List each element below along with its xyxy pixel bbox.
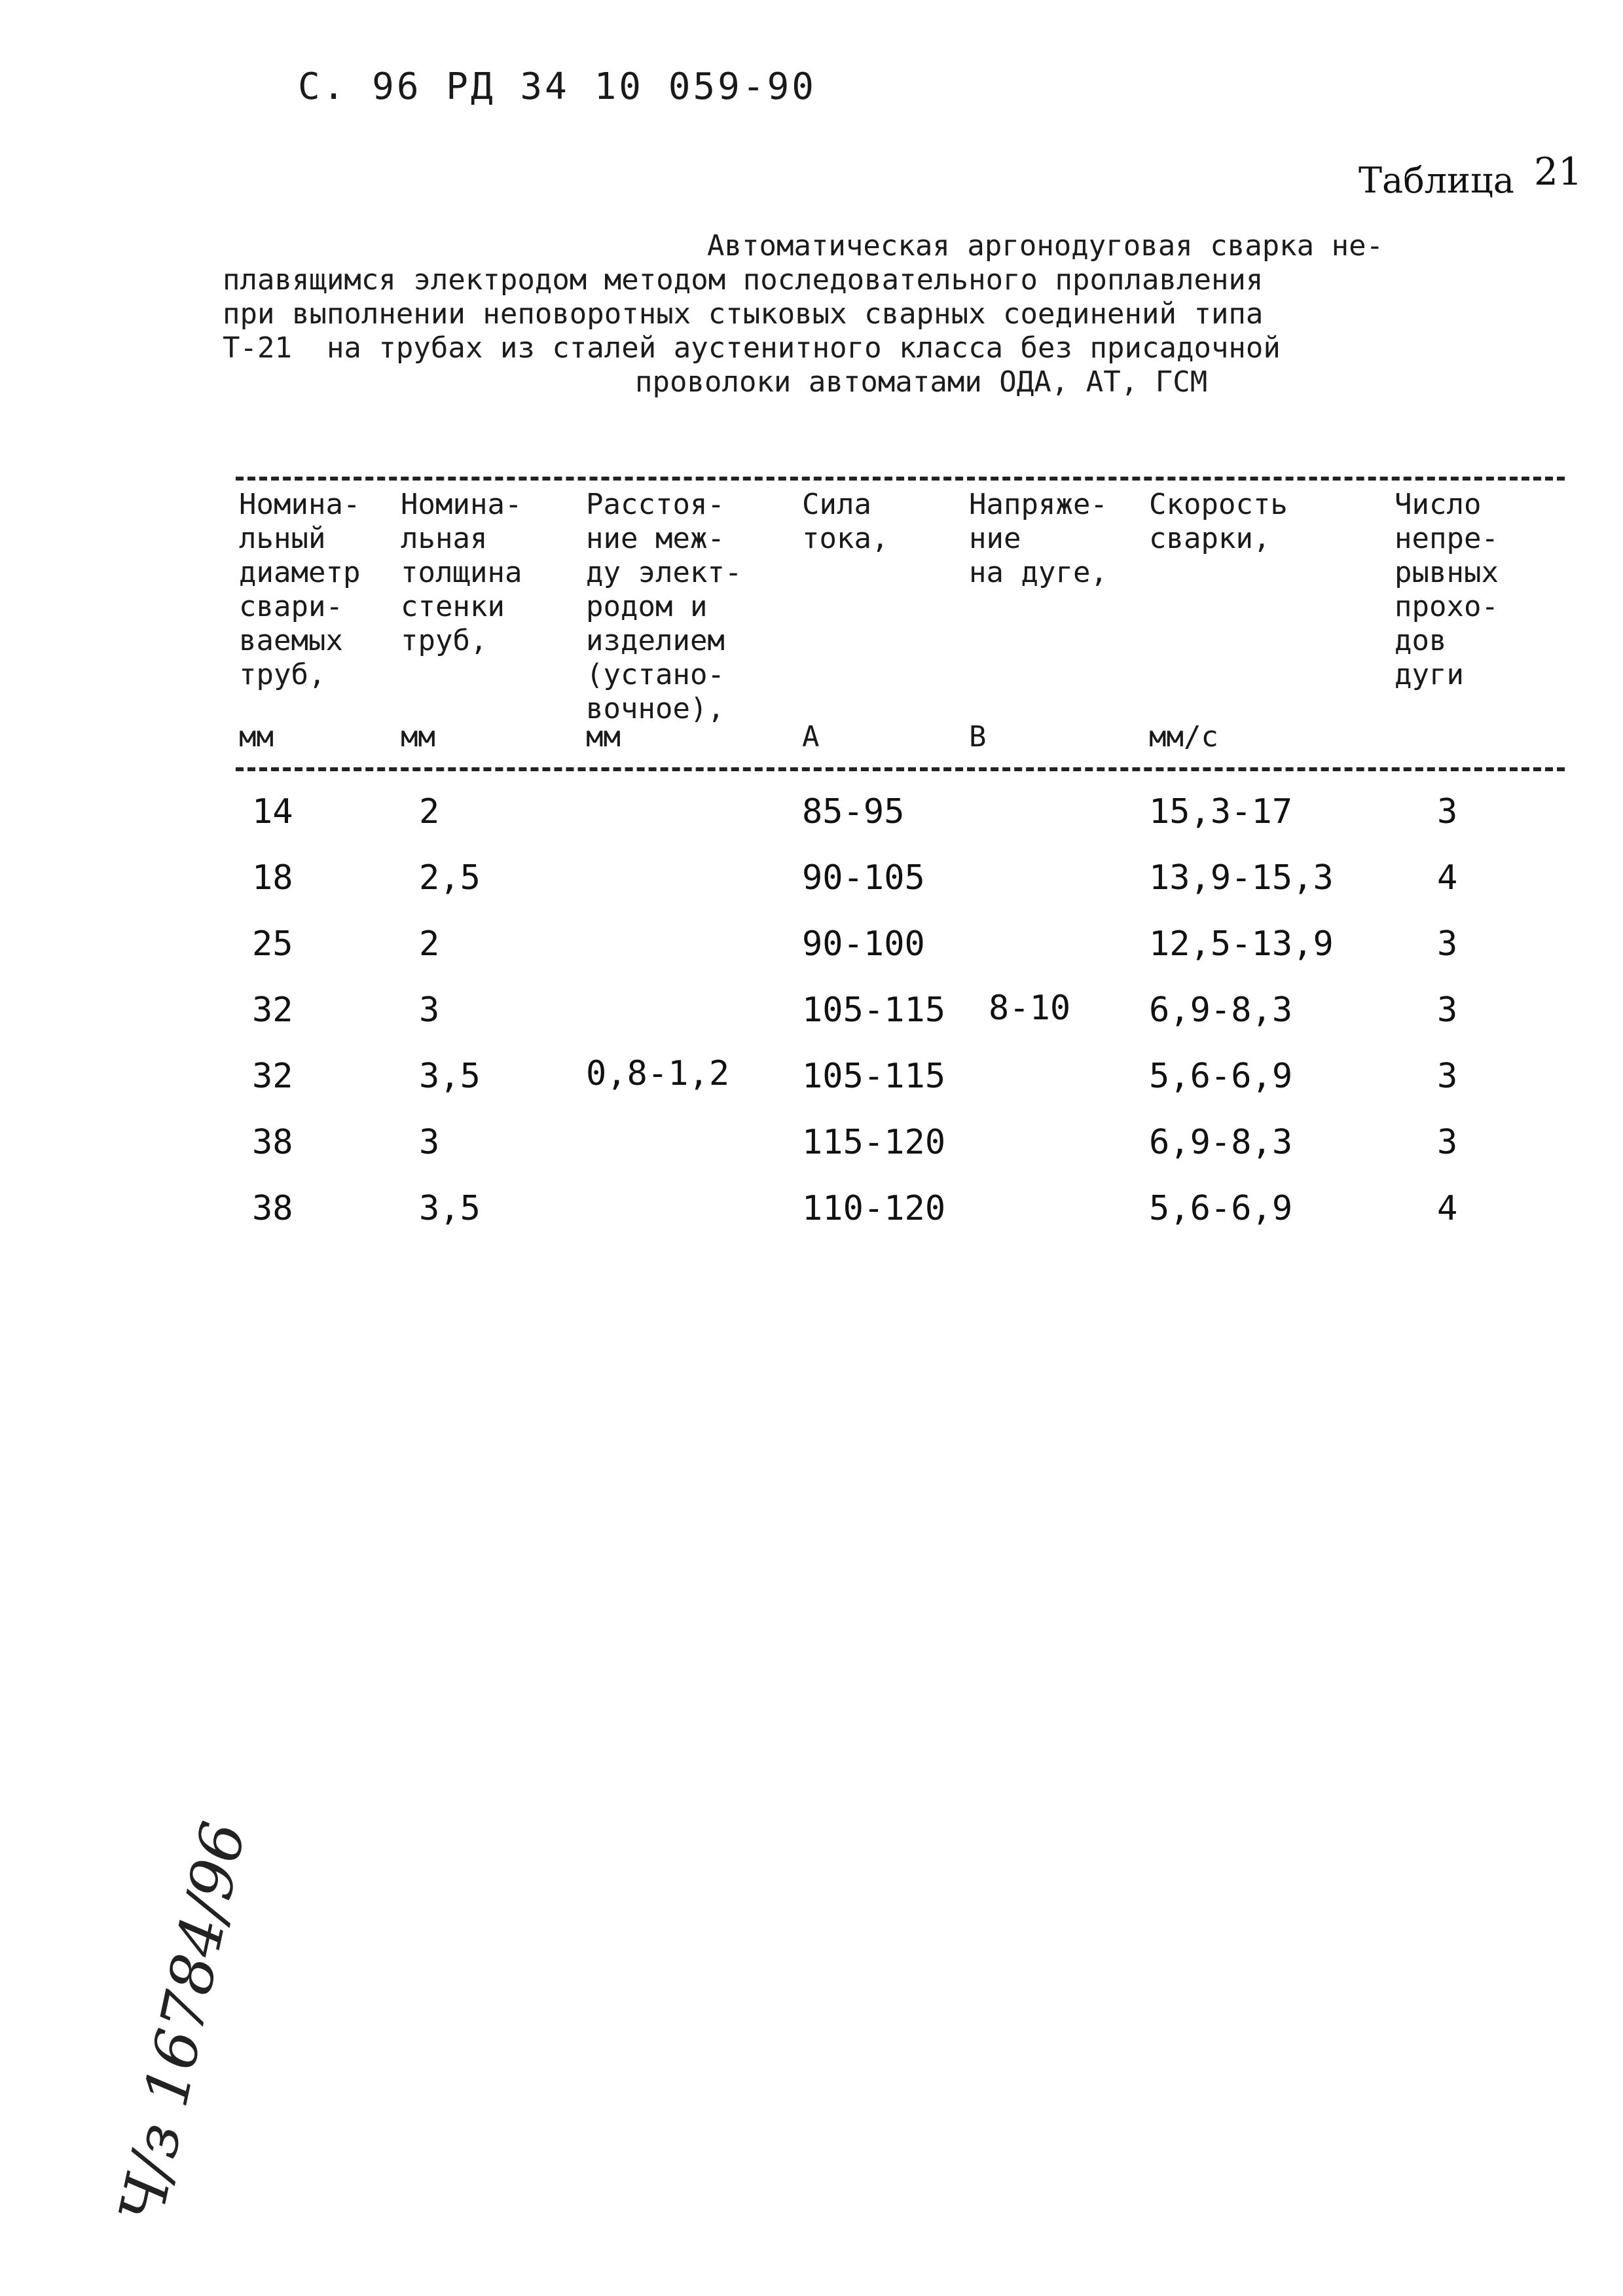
cell-passes: 3 [1437,1057,1458,1096]
header-speed: Скорость сварки, [1149,488,1288,555]
cell-thickness: 3,5 [419,1189,481,1228]
stamp-text: Ч/з 16784/96 [105,1815,259,2229]
cell-thickness: 2 [419,792,440,831]
table-header-rule [236,767,1565,771]
cell-current: 85-95 [802,792,905,831]
cell-diameter: 32 [252,1057,293,1096]
table-row [0,918,1623,984]
table-body [0,786,1623,1248]
handwritten-inventory-stamp [62,1768,259,2239]
cell-current: 90-100 [802,924,925,964]
cell-speed: 5,6-6,9 [1149,1189,1293,1228]
cell-thickness: 3 [419,991,440,1030]
cell-distance-merged: 0,8-1,2 [586,1054,730,1093]
table-row [0,984,1623,1050]
unit-thickness: мм [401,720,435,754]
cell-current: 105-115 [802,1057,946,1096]
table-row [0,1116,1623,1182]
title-line: при выполнении неповоротных стыковых сварных соединений типа [223,297,1264,331]
cell-passes: 3 [1437,792,1458,831]
cell-speed: 5,6-6,9 [1149,1057,1293,1096]
cell-thickness: 3 [419,1123,440,1162]
table-word: Таблица [1359,160,1514,201]
table-top-rule [236,477,1565,481]
header-thickness: Номина- льная толщина стенки труб, [401,488,522,657]
unit-distance: мм [586,720,621,754]
unit-current: А [802,720,820,754]
table-row [0,786,1623,852]
cell-passes: 3 [1437,1123,1458,1162]
header-passes: Число непре- рывных прохо- дов дуги [1395,488,1499,691]
title-line: проволоки автоматами ОДА, АТ, ГСМ [635,365,1208,399]
table-number: 21 [1533,149,1582,194]
cell-current: 110-120 [802,1189,946,1228]
header-distance: Расстоя- ние меж- ду элект- родом и изделием (устано- вочное), [586,488,742,725]
title-line: Т-21 на трубах из сталей аустенитного класса без присадочной [223,331,1281,365]
cell-speed: 6,9-8,3 [1149,1123,1293,1162]
cell-passes: 3 [1437,991,1458,1030]
header-diameter: Номина- льный диаметр свари- ваемых труб, [239,488,361,691]
cell-passes: 4 [1437,1189,1458,1228]
unit-voltage: В [969,720,987,754]
table-label [1359,149,1582,202]
cell-speed: 15,3-17 [1149,792,1293,831]
cell-diameter: 32 [252,991,293,1030]
header-current: Сила тока, [802,488,889,555]
stamp-drawing [62,1768,259,2239]
cell-thickness: 2,5 [419,858,481,898]
cell-thickness: 3,5 [419,1057,481,1096]
unit-speed: мм/с [1149,720,1218,754]
document-reference: С. 96 РД 34 10 059-90 [298,65,817,108]
cell-diameter: 38 [252,1189,293,1228]
cell-speed: 12,5-13,9 [1149,924,1334,964]
cell-current: 105-115 [802,991,946,1030]
table-title [223,229,1525,399]
table-row [0,1182,1623,1248]
header-voltage: Напряже- ние на дуге, [969,488,1108,589]
cell-passes: 4 [1437,858,1458,898]
cell-passes: 3 [1437,924,1458,964]
cell-current: 115-120 [802,1123,946,1162]
table-row [0,1050,1623,1116]
title-line: плавящимся электродом методом последовательного проплавления [223,263,1264,297]
unit-diameter: мм [239,720,274,754]
table-row [0,852,1623,918]
cell-current: 90-105 [802,858,925,898]
cell-diameter: 14 [252,792,293,831]
cell-speed: 13,9-15,3 [1149,858,1334,898]
cell-speed: 6,9-8,3 [1149,991,1293,1030]
cell-diameter: 18 [252,858,293,898]
cell-voltage-merged: 8-10 [989,989,1071,1028]
cell-diameter: 38 [252,1123,293,1162]
title-line: Автоматическая аргонодуговая сварка не- [707,229,1384,263]
cell-diameter: 25 [252,924,293,964]
cell-thickness: 2 [419,924,440,964]
